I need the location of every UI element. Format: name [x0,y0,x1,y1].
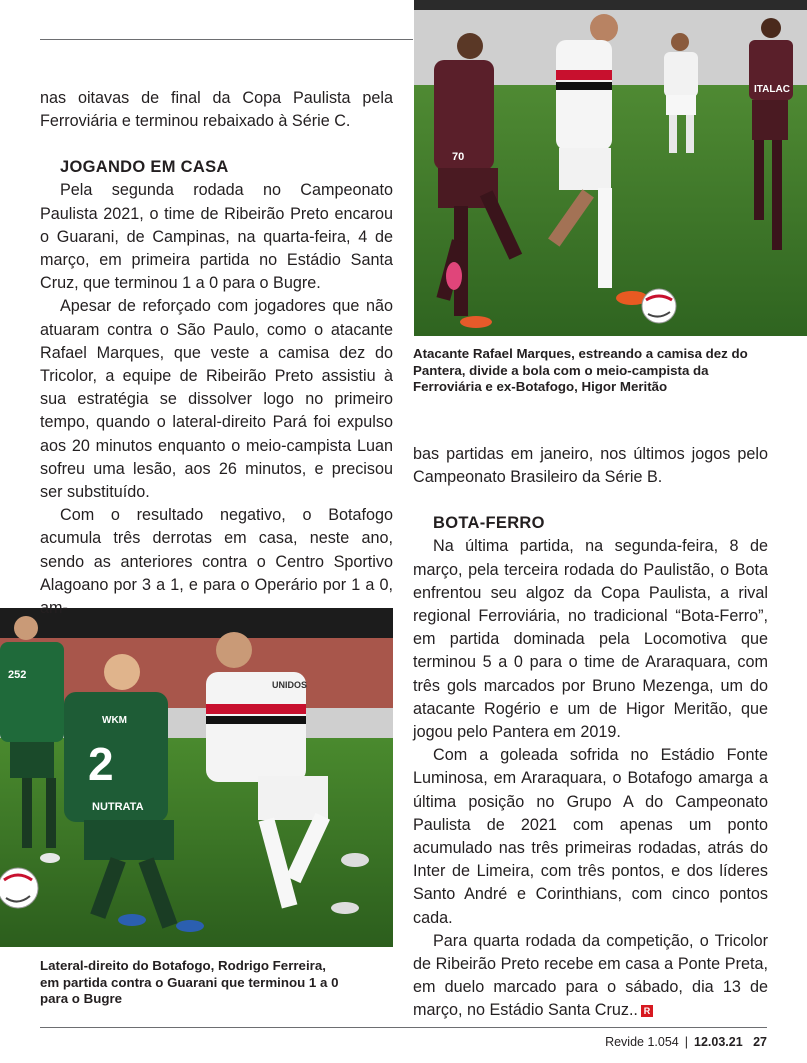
football [642,289,676,323]
page-footer [605,1035,767,1049]
top-rule [40,39,413,40]
photo2-sponsor2: NUTRATA [92,801,144,813]
photo2-shirt: UNIDOS [272,680,308,690]
footer-separator: | [684,1035,688,1049]
match-photo-ferroviaria [414,0,807,336]
section-heading-bota-ferro: BOTA-FERRO [433,514,545,533]
paragraph: Com a goleada sofrida no Estádio Fonte Luminosa, em Araraquara, o Botafogo amarga a última posição no Grupo A do Campeonato Paulista de 2021 com apenas um ponto acumulado nas três primeiras rodadas, atrás do Inter de Limeira, com três pontos, e dos líderes Santo André e Corinthians, com cinco pontos cada. [413,746,768,927]
photo1-sponsor: ITALAC [754,84,790,95]
paragraph: Apesar de reforçado com jogadores que não atuaram contra o São Paulo, como o atacante Rafael Marques, que veste a camisa dez do Tricolor, a equipe de Ribeirão Preto assistiu à sua estratégia se dissolver logo no primeiro tempo, quando o lateral-direito Pará foi expulso aos 20 minutos enquanto o meio-campista Luan sofreu uma lesão, aos 26 minutos, e precisou ser substituído. [40,297,393,502]
photo2-number: 2 [88,738,114,790]
photo-caption-1: Atacante Rafael Marques, estreando a camisa dez do Pantera, divide a bola com o meio-campista da Ferroviária e ex-Botafogo, Higor Meritão [413,346,748,395]
page-number: 27 [753,1035,767,1049]
paragraph: Na última partida, na segunda-feira, 8 de março, pela terceira rodada do Paulistão, o Bota enfrentou seu algoz da Copa Paulista, a rival regional Ferroviária, no tradicional “Bota-Ferro”, em partida dominada pela Locomotiva que terminou 5 a 0 para o time de Araraquara, com três gols marcados por Bruno Mezenga, um do atacante Rogério e um de Higor Meritão, que jogou pelo Pantera em 2019. [413,537,768,742]
photo-caption-2: Lateral-direito do Botafogo, Rodrigo Ferreira, em partida contra o Guarani que terminou 1 a 0 para o Bugre [40,958,339,1007]
paragraph: bas partidas em janeiro, nos últimos jogos pelo Campeonato Brasileiro da Série B. [413,445,768,487]
end-mark-icon: R [641,1005,653,1017]
photo2-badge: 252 [8,669,27,681]
photo1-number: 70 [452,151,465,163]
bottom-rule [40,1027,767,1028]
photo2-sponsor1: WKM [102,715,127,726]
paragraph: Pela segunda rodada no Campeonato Paulista 2021, o time de Ribeirão Preto encarou o Guarani, de Campinas, na quarta-feira, 4 de março, em primeira partida no Estádio Santa Cruz, que terminou 1 a 0 para o Bugre. [40,181,393,293]
section-heading-jogando-em-casa: JOGANDO EM CASA [60,158,229,177]
paragraph: Com o resultado negativo, o Botafogo acumula três derrotas em casa, neste ano, sendo as anteriores contra o Centro Sportivo Alagoano por 3 a 1, e para o Operário por 1 a 0, am- [40,506,393,618]
issue-date: 12.03.21 [694,1035,743,1049]
right-text-column [413,443,768,1023]
paragraph-text: Para quarta rodada da competição, o Tricolor de Ribeirão Preto recebe em casa a Ponte Preta, em duelo marcado para o sábado, dia 13 de março, no Estádio Santa Cruz.. [413,931,768,1020]
match-photo-guarani [0,608,393,947]
left-text-column [40,87,393,620]
magazine-issue: Revide 1.054 [605,1035,679,1049]
football [0,868,38,908]
paragraph: nas oitavas de final da Copa Paulista pela Ferroviária e terminou rebaixado à Série C. [40,89,393,131]
paragraph-last [413,930,768,1023]
